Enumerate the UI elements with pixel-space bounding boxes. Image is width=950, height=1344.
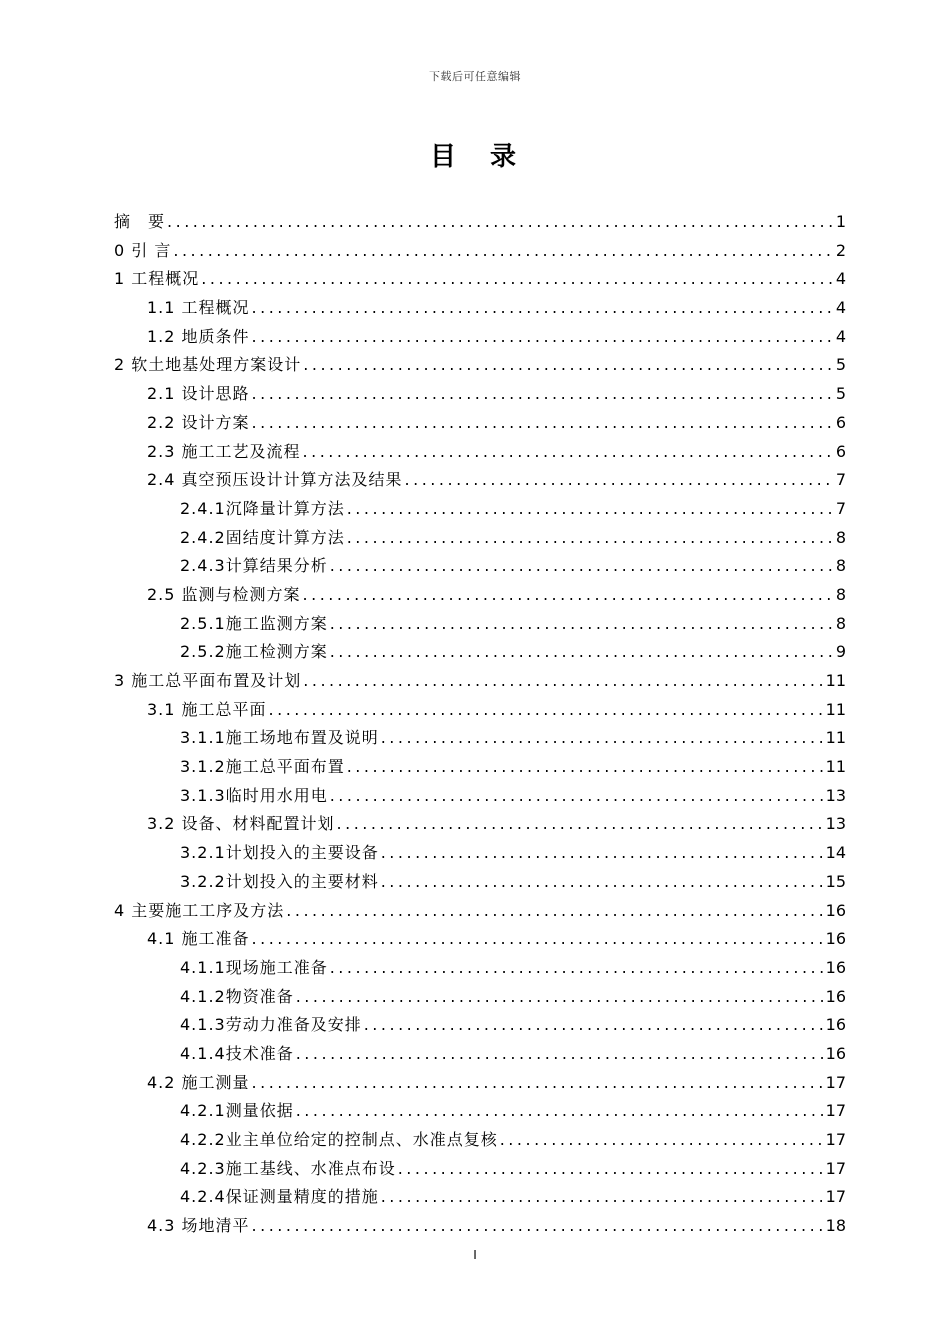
toc-entry-page: 16 <box>825 1043 846 1063</box>
toc-entry-page: 16 <box>825 929 846 949</box>
toc-entry[interactable] <box>114 983 846 1012</box>
toc-entry[interactable] <box>114 954 846 983</box>
toc-dot-leader <box>252 1069 824 1098</box>
toc-entry-label: 2.5 监测与检测方案 <box>147 584 301 604</box>
toc-entry-page: 8 <box>835 556 846 576</box>
toc-dot-leader <box>337 810 824 839</box>
toc-entry-page: 16 <box>825 900 846 920</box>
toc-entry-label: 4.3 场地清平 <box>147 1216 250 1236</box>
toc-entry-label: 3.1.3临时用水用电 <box>180 785 328 805</box>
toc-entry-label: 2.4 真空预压设计计算方法及结果 <box>147 470 403 490</box>
toc-entry-page: 11 <box>825 728 846 748</box>
toc-dot-leader <box>296 983 824 1012</box>
toc-entry[interactable] <box>114 208 846 237</box>
toc-dot-leader <box>500 1126 824 1155</box>
header-note: 下载后可任意编辑 <box>429 70 521 83</box>
toc-entry-page: 17 <box>825 1130 846 1149</box>
toc-dot-leader <box>303 351 834 380</box>
toc-entry-page: 4 <box>835 326 846 346</box>
toc-entry-label: 1 工程概况 <box>114 269 200 289</box>
toc-entry-label: 4 主要施工工序及方法 <box>114 900 285 920</box>
toc-entry-label: 1.2 地质条件 <box>147 326 250 346</box>
toc-entry[interactable] <box>114 1069 846 1098</box>
toc-entry-page: 15 <box>825 871 846 891</box>
toc-dot-leader <box>286 897 823 926</box>
toc-entry-page: 17 <box>825 1158 846 1178</box>
toc-dot-leader <box>381 1183 824 1212</box>
toc-entry-page: 6 <box>835 441 846 461</box>
toc-entry-page: 16 <box>825 986 846 1006</box>
toc-entry[interactable] <box>114 380 846 409</box>
toc-entry-page: 11 <box>825 699 846 719</box>
toc-dot-leader <box>381 868 824 897</box>
toc-dot-leader <box>330 954 824 983</box>
toc-entry-label: 2.4.2固结度计算方法 <box>180 527 345 547</box>
toc-entry-label: 0 引 言 <box>114 240 172 260</box>
toc-dot-leader <box>173 237 833 266</box>
toc-entry[interactable] <box>114 524 846 553</box>
toc-dot-leader <box>167 208 834 237</box>
toc-entry-page: 14 <box>825 843 846 863</box>
toc-entry-page: 13 <box>825 785 846 805</box>
toc-entry-label: 2.5.1施工监测方案 <box>180 613 328 633</box>
toc-entry-page: 17 <box>825 1072 846 1092</box>
toc-entry-label: 4.1 施工准备 <box>147 929 250 949</box>
toc-dot-leader <box>252 409 834 438</box>
toc-entry[interactable] <box>114 782 846 811</box>
toc-entry[interactable] <box>114 868 846 897</box>
toc-entry-page: 8 <box>835 613 846 633</box>
toc-entry[interactable] <box>114 810 846 839</box>
page-number: I <box>473 1248 477 1262</box>
toc-entry-label: 4.1.1现场施工准备 <box>180 957 328 977</box>
toc-entry-page: 11 <box>825 671 846 690</box>
toc-entry-label: 4.2.2业主单位给定的控制点、水准点复核 <box>180 1130 498 1149</box>
toc-entry-page: 8 <box>835 584 846 604</box>
toc-entry-label: 4.2.4保证测量精度的措施 <box>180 1187 379 1207</box>
toc-entry[interactable] <box>114 753 846 782</box>
toc-entry[interactable] <box>114 581 846 610</box>
toc-entry[interactable] <box>114 1097 846 1126</box>
toc-entry-label: 摘 要 <box>114 212 166 231</box>
toc-dot-leader <box>303 667 823 696</box>
toc-entry-label: 1.1 工程概况 <box>147 298 250 318</box>
toc-entry[interactable] <box>114 495 846 524</box>
toc-entry[interactable] <box>114 1126 846 1155</box>
toc-dot-leader <box>252 294 834 323</box>
toc-entry-label: 4.1.3劳动力准备及安排 <box>180 1015 362 1035</box>
toc-entry-label: 4.2.1测量依据 <box>180 1101 294 1121</box>
toc-entry-page: 4 <box>835 269 846 289</box>
toc-dot-leader <box>303 581 834 610</box>
toc-entry[interactable] <box>114 466 846 495</box>
toc-entry[interactable] <box>114 925 846 954</box>
toc-entry-label: 4.2 施工测量 <box>147 1072 250 1092</box>
toc-entry[interactable] <box>114 1011 846 1040</box>
toc-entry[interactable] <box>114 409 846 438</box>
toc-entry-label: 3.2.1计划投入的主要设备 <box>180 843 379 863</box>
toc-entry[interactable] <box>114 724 846 753</box>
toc-entry-label: 3.1.1施工场地布置及说明 <box>180 728 379 748</box>
toc-entry-label: 3.2 设备、材料配置计划 <box>147 814 335 834</box>
toc-entry-page: 5 <box>835 355 846 375</box>
toc-entry-page: 11 <box>825 757 846 777</box>
toc-entry-page: 1 <box>835 212 846 231</box>
toc-entry[interactable] <box>114 897 846 926</box>
toc-dot-leader <box>201 265 834 294</box>
toc-entry-label: 2.2 设计方案 <box>147 412 250 432</box>
toc-dot-leader <box>398 1155 824 1184</box>
toc-entry-label: 4.2.3施工基线、水准点布设 <box>180 1158 396 1178</box>
toc-dot-leader <box>330 638 834 667</box>
toc-entry[interactable] <box>114 1183 846 1212</box>
toc-entry[interactable] <box>114 839 846 868</box>
toc-dot-leader <box>364 1011 824 1040</box>
toc-entry-label: 2.5.2施工检测方案 <box>180 642 328 662</box>
toc-entry[interactable] <box>114 696 846 725</box>
toc-entry[interactable] <box>114 552 846 581</box>
toc-dot-leader <box>252 925 824 954</box>
toc-entry-label: 2.3 施工工艺及流程 <box>147 441 301 461</box>
toc-entry[interactable] <box>114 323 846 352</box>
toc-dot-leader <box>330 552 834 581</box>
toc-dot-leader <box>303 438 834 467</box>
toc-dot-leader <box>347 753 824 782</box>
toc-entry-page: 5 <box>835 384 846 404</box>
toc-entry-page: 17 <box>825 1187 846 1207</box>
toc-dot-leader <box>296 1097 824 1126</box>
toc-entry-label: 3.2.2计划投入的主要材料 <box>180 871 379 891</box>
toc-entry-page: 7 <box>835 470 846 490</box>
toc-entry-page: 17 <box>825 1101 846 1121</box>
toc-dot-leader <box>347 524 834 553</box>
toc-entry-page: 16 <box>825 957 846 977</box>
toc-dot-leader <box>330 610 834 639</box>
toc-entry-page: 6 <box>835 412 846 432</box>
toc-entry-label: 3 施工总平面布置及计划 <box>114 671 302 690</box>
toc-entry[interactable] <box>114 237 846 266</box>
toc-dot-leader <box>252 323 834 352</box>
toc-entry[interactable] <box>114 667 846 696</box>
toc-dot-leader <box>347 495 834 524</box>
toc-entry-page: 9 <box>835 642 846 662</box>
toc-entry[interactable] <box>114 438 846 467</box>
toc-entry-label: 4.1.4技术准备 <box>180 1043 294 1063</box>
toc-entry-label: 3.1.2施工总平面布置 <box>180 757 345 777</box>
toc-entry[interactable] <box>114 1040 846 1069</box>
toc-entry-page: 18 <box>825 1216 846 1236</box>
toc-dot-leader <box>381 839 824 868</box>
toc-entry[interactable] <box>114 265 846 294</box>
toc-dot-leader <box>269 696 824 725</box>
toc-entry-page: 13 <box>825 814 846 834</box>
toc-entry-label: 2.4.3计算结果分析 <box>180 556 328 576</box>
toc-entry-label: 2.4.1沉降量计算方法 <box>180 498 345 518</box>
toc-dot-leader <box>252 1212 824 1241</box>
toc-dot-leader <box>381 724 824 753</box>
table-of-contents <box>114 208 846 1241</box>
toc-entry[interactable] <box>114 638 846 667</box>
toc-entry-page: 8 <box>835 527 846 547</box>
toc-dot-leader <box>330 782 824 811</box>
toc-entry-page: 2 <box>835 240 846 260</box>
page-title: 目 录 <box>429 142 520 172</box>
toc-entry-label: 2.1 设计思路 <box>147 384 250 404</box>
toc-entry-label: 4.1.2物资准备 <box>180 986 294 1006</box>
toc-entry-label: 3.1 施工总平面 <box>147 699 267 719</box>
toc-entry-page: 4 <box>835 298 846 318</box>
toc-entry-page: 16 <box>825 1015 846 1035</box>
toc-entry[interactable] <box>114 610 846 639</box>
toc-entry-label: 2 软土地基处理方案设计 <box>114 355 302 375</box>
toc-dot-leader <box>252 380 834 409</box>
toc-entry[interactable] <box>114 351 846 380</box>
toc-dot-leader <box>296 1040 824 1069</box>
toc-entry[interactable] <box>114 294 846 323</box>
toc-entry[interactable] <box>114 1155 846 1184</box>
toc-entry-page: 7 <box>835 498 846 518</box>
toc-entry[interactable] <box>114 1212 846 1241</box>
toc-dot-leader <box>405 466 834 495</box>
